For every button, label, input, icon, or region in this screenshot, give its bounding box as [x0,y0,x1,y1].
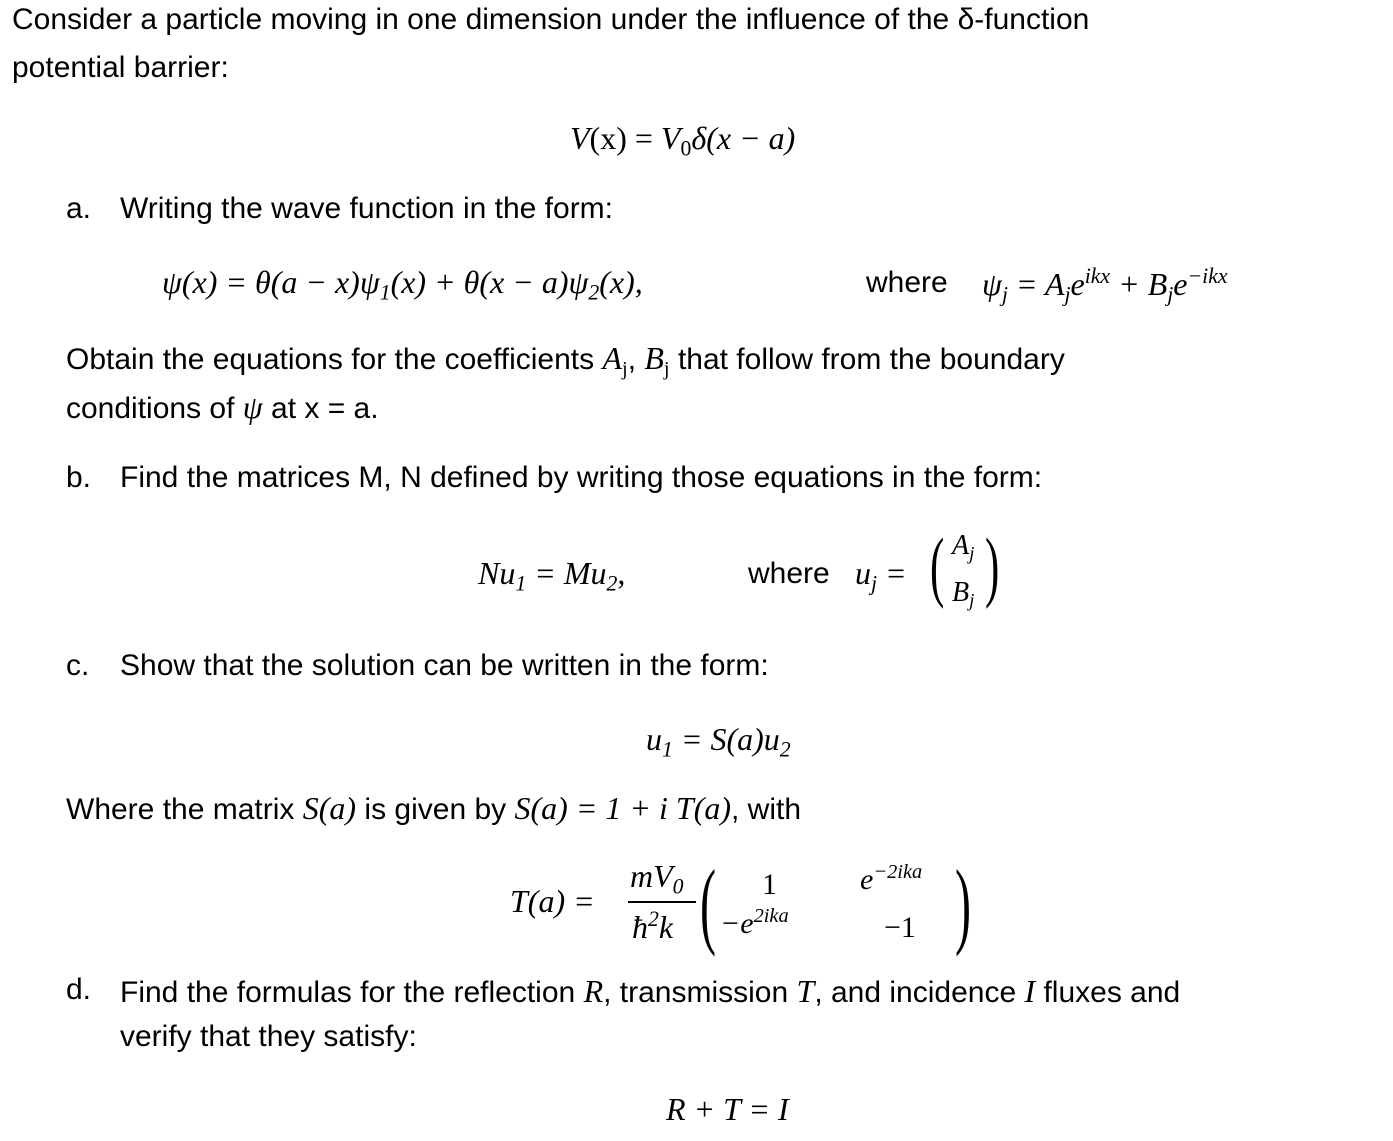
matrix-entry-11: 1 [762,868,777,901]
part-a-obtain-line: Obtain the equations for the coefficients $A_j$, $B_j$ that follow from the boundary [66,340,1065,381]
vector-right-paren: ) [985,522,1000,609]
part-b-text: Find the matrices M, N defined by writing those equations in the form: [120,461,1043,494]
part-c-where-line: Where the matrix S(a) is given by S(a) = 1 + i T(a), with [66,790,802,826]
part-c-marker: c. [66,649,90,682]
part-c-text: Show that the solution can be written in the form: [120,649,769,682]
part-d-line-1: Find the formulas for the reflection R, transmission T, and incidence I fluxes and [120,973,1181,1009]
part-a-marker: a. [66,192,92,225]
potential-equation: $V(x) = V_0\delta(x - a)$ [570,120,796,161]
matrix-right-paren: ) [955,850,971,957]
u-j-definition: $u_j$ = [855,555,907,596]
vector-top-entry: $A_j$ [952,530,975,565]
u1-s-u2-equation: $u_1 = S(a)u_2$ [646,721,791,762]
part-a-text: Writing the wave function in the form: [120,192,614,225]
matrix-entry-21: $-e^{2ika}$ [720,905,789,941]
matrix-entry-22: −1 [884,911,916,944]
vector-left-paren: ( [930,522,945,609]
wavefunction-where: where [866,266,948,299]
part-a-conditions-line: conditions of ψ at x = a. [66,389,379,425]
part-d-line-2: verify that they satisfy: [120,1020,417,1053]
psi-j-definition: $\psi_j = A_je^{ikx} + B_je^{-ikx}$ [982,264,1228,307]
part-b-where: where [748,557,830,590]
fraction-numerator: $mV_0$ [630,858,684,899]
nu-mu-equation: $Nu_1 = Mu_2$, [478,555,626,596]
fraction-denominator: $ħ^2k$ [632,907,674,945]
matrix-left-paren: ( [700,850,716,957]
vector-bottom-entry: $B_j$ [952,577,975,612]
intro-line-2: potential barrier: [12,51,229,84]
fraction-bar [628,901,696,903]
flux-conservation-equation: R + T = I [666,1091,789,1127]
part-b-marker: b. [66,461,92,494]
t-a-lhs: T(a) = [510,883,595,919]
matrix-entry-12: $e^{-2ika}$ [860,861,923,897]
intro-line-1: Consider a particle moving in one dimension under the influence of the δ-function [12,3,1090,36]
part-d-marker: d. [66,973,92,1006]
wavefunction-equation: $\psi(x) = \theta(a - x)\psi_1(x) + \theta(x - a)\psi_2(x)$, [162,264,643,305]
